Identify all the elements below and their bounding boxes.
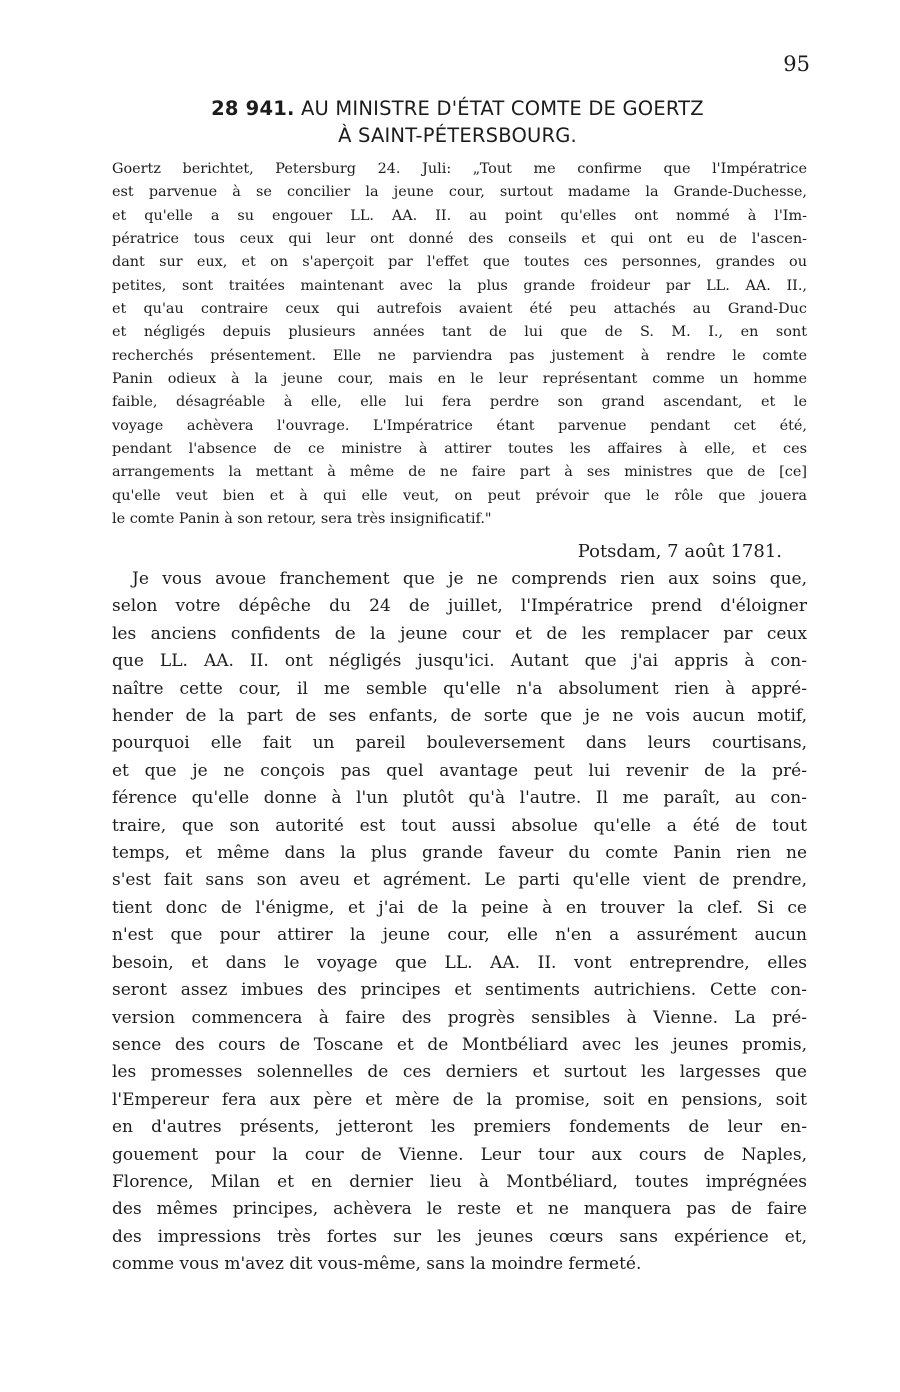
body-line: Je vous avoue franchement que je ne comprends rien aux soins que,	[132, 569, 807, 589]
summary-line: pendant l'absence de ce ministre à attirer toutes les affaires à elle, et ces	[112, 441, 807, 458]
body-line: tient donc de l'énigme, et j'ai de la peine à en trouver la clef. Si ce	[112, 897, 807, 918]
body-line: naître cette cour, il me semble qu'elle n'a absolument rien à appré-	[112, 678, 807, 699]
body-line: en d'autres présents, jetteront les premiers fondements de leur en-	[112, 1117, 807, 1138]
dateline: Potsdam, 7 août 1781.	[577, 541, 782, 562]
body-line: les anciens confidents de la jeune cour et de les remplacer par ceux	[112, 623, 807, 644]
body-line: et que je ne conçois pas quel avantage peut lui revenir de la pré-	[112, 760, 807, 781]
summary-line: qu'elle veut bien et à qui elle veut, on peut prévoir que le rôle que jouera	[112, 487, 807, 504]
letter-number: 28 941.	[211, 97, 295, 120]
summary-line: faible, désagréable à elle, elle lui fera perdre son grand ascendant, et le	[112, 394, 807, 411]
summary-line: petites, sont traitées maintenant avec la plus grande froideur par LL. AA. II.,	[112, 277, 807, 294]
summary-line: recherchés présentement. Elle ne parviendra pas justement à rendre le comte	[112, 347, 807, 364]
letter-body	[112, 566, 807, 1279]
body-line: hender de la part de ses enfants, de sorte que je ne vois aucun motif,	[112, 706, 807, 727]
body-line: Florence, Milan et en dernier lieu à Montbéliard, toutes imprégnées	[112, 1171, 807, 1192]
body-line: comme vous m'avez dit vous-même, sans la moindre fermeté.	[112, 1254, 642, 1275]
body-line: temps, et même dans la plus grande faveur du comte Panin rien ne	[112, 843, 807, 864]
summary-line: le comte Panin à son retour, sera très insignificatif."	[112, 511, 492, 528]
body-line: l'Empereur fera aux père et mère de la promise, soit en pensions, soit	[112, 1089, 807, 1110]
body-line: seront assez imbues des principes et sentiments autrichiens. Cette con-	[112, 980, 807, 1001]
summary-line: Panin odieux à la jeune cour, mais en le leur représentant comme un homme	[112, 371, 807, 388]
body-line: s'est fait sans son aveu et agrément. Le parti qu'elle vient de prendre,	[112, 870, 807, 891]
summary-line: est parvenue à se concilier la jeune cour, surtout madame la Grande-Duchesse,	[112, 184, 807, 201]
letter-heading-line-2: À SAINT-PÉTERSBOURG.	[338, 124, 577, 147]
body-line: sence des cours de Toscane et de Montbéliard avec les jeunes promis,	[112, 1034, 807, 1055]
body-line: n'est que pour attirer la jeune cour, elle n'en a assurément aucun	[112, 925, 807, 946]
summary-line: Goertz berichtet, Petersburg 24. Juli: „Tout me confirme que l'Impératrice	[112, 161, 807, 177]
body-line: les promesses solennelles de ces derniers et surtout les largesses que	[112, 1062, 807, 1083]
body-line: pourquoi elle fait un pareil bouleversement dans leurs courtisans,	[112, 733, 807, 754]
summary-line: pératrice tous ceux qui leur ont donné des conseils et qui ont eu de l'ascen-	[112, 231, 807, 248]
summary-line: arrangements la mettant à même de ne faire part à ses ministres que de [ce]	[112, 464, 807, 481]
letter-heading-line-1	[100, 95, 815, 122]
page-number: 95	[783, 52, 810, 76]
body-line: gouement pour la cour de Vienne. Leur tour aux cours de Naples,	[112, 1144, 807, 1165]
body-line: version commencera à faire des progrès sensibles à Vienne. La pré-	[112, 1007, 807, 1028]
body-line: des mêmes principes, achèvera le reste et ne manquera pas de faire	[112, 1199, 807, 1220]
summary-line: et négligés depuis plusieurs années tant de lui que de S. M. I., en sont	[112, 324, 807, 341]
summary-line: dant sur eux, et on s'aperçoit par l'effet que toutes ces personnes, grandes ou	[112, 254, 807, 271]
letter-addressee: AU MINISTRE D'ÉTAT COMTE DE GOERTZ	[294, 97, 704, 120]
summary-line: et qu'elle a su engouer LL. AA. II. au point qu'elles ont nommé à l'Im-	[112, 207, 807, 224]
summary-line: voyage achèvera l'ouvrage. L'Impératrice étant parvenue pendant cet été,	[112, 417, 807, 434]
body-line: que LL. AA. II. ont négligés jusqu'ici. Autant que j'ai appris à con-	[112, 651, 807, 672]
body-line: des impressions très fortes sur les jeunes cœurs sans expérience et,	[112, 1226, 807, 1247]
body-line: férence qu'elle donne à l'un plutôt qu'à l'autre. Il me paraît, au con-	[112, 788, 807, 809]
body-line: traire, que son autorité est tout aussi absolue qu'elle a été de tout	[112, 815, 807, 836]
body-line: selon votre dépêche du 24 de juillet, l'Impératrice prend d'éloigner	[112, 596, 807, 617]
body-line: besoin, et dans le voyage que LL. AA. II. vont entreprendre, elles	[112, 952, 807, 973]
summary-paragraph	[112, 158, 807, 532]
summary-line: et qu'au contraire ceux qui autrefois avaient été peu attachés au Grand-Duc	[112, 301, 807, 318]
